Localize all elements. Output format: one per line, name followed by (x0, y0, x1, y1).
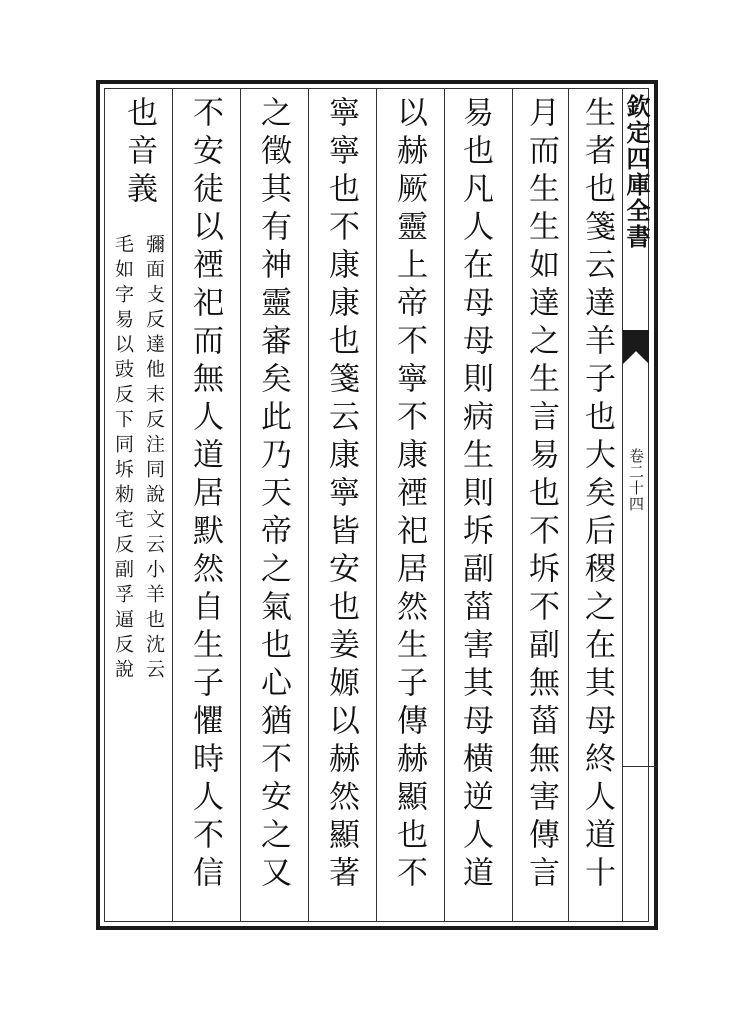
edge-divider (623, 766, 657, 767)
annotation-right: 彌面攴反達他末反注同說文云小羊也沈云 (143, 234, 165, 684)
text-column-6: 之徵其有神靈審矣此乃天帝之氣也心猶不安之又 (255, 96, 291, 894)
column-rule (172, 88, 173, 922)
book-title: 欽定四庫全書 (622, 94, 651, 250)
column-rule (308, 88, 309, 922)
column-rule (444, 88, 445, 922)
column-rule (376, 88, 377, 922)
text-column-1: 生者也箋云達羊子也大矣后稷之在其母終人道十 (579, 96, 615, 894)
text-column-7: 不安徒以禋祀而無人道居默然自生子懼時人不信 (187, 96, 223, 894)
volume-number: 卷二十四 (627, 448, 645, 512)
column-rule (568, 88, 569, 922)
text-column-8-large: 也音義 (121, 96, 157, 210)
text-column-5: 寧寧也不康康也箋云康寧皆安也姜嫄以赫然顯著 (323, 96, 359, 894)
column-rule (240, 88, 241, 922)
text-column-2: 月而生生如達之生言易也不坼不副無菑無害傳言 (523, 96, 559, 894)
text-column-4: 以赫厥靈上帝不寧不康禋祀居然生子傳赫顯也不 (391, 96, 427, 894)
column-rule (512, 88, 513, 922)
text-column-3: 易也凡人在母母則病生則坼副菑害其母横逆人道 (457, 96, 493, 894)
annotation-left: 毛如字易以豉反下同坼勑宅反副孚逼反說 (112, 234, 134, 684)
